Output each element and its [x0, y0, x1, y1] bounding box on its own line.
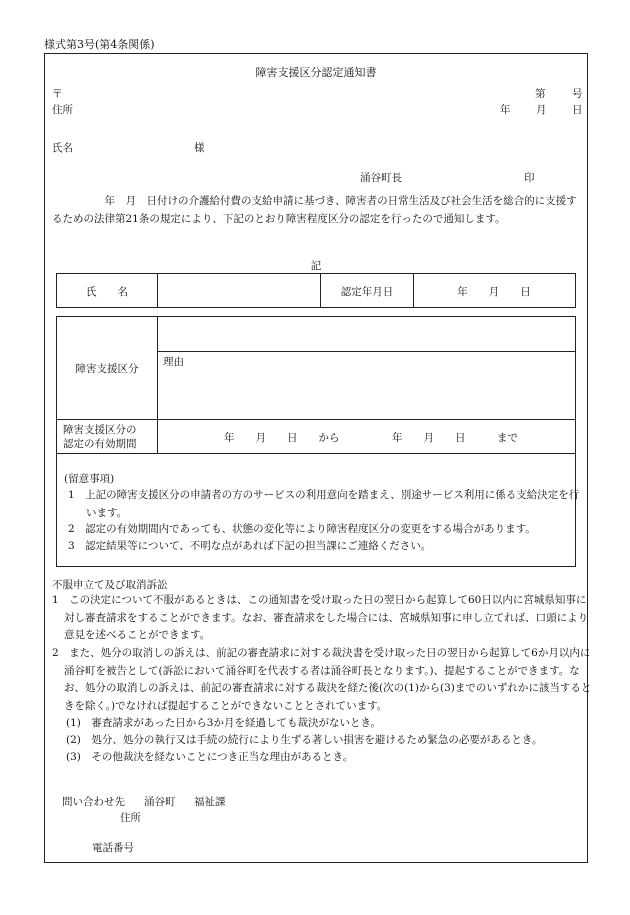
appeal-paragraph-2: 2 また、処分の取消しの訴えは、前記の審査請求に対する裁決書を受け取った日の翌日から起算して6か月以内に涌谷町を被告として(訴訟において涌谷町を代表する者は涌谷町長となります。)、提起することができます。なお、処分の取消しの訴えは、前記の審査請求に対する裁決を経た後(次の(1)から(3)までのいずれかに該当するときを除く。)でなければ提起することができないこととされています。	[52, 647, 592, 712]
ki-mark: 記	[310, 260, 322, 272]
contact-label: 問い合わせ先	[62, 796, 125, 808]
issue-date-day: 日	[572, 104, 583, 116]
contact-address-label: 住所	[120, 812, 141, 824]
seal-mark: 印	[524, 172, 535, 184]
doc-number-dai: 第	[535, 88, 546, 100]
reason-label: 理由	[163, 356, 184, 368]
doc-number-go: 号	[572, 88, 583, 100]
appeal-sub-item-1: (1) 審査請求があった日から3か月を経過しても裁決がないとき。	[66, 717, 382, 729]
cert-date-value: 年 月 日	[457, 286, 531, 298]
honorific: 様	[194, 142, 205, 154]
contact-department: 福祉課	[194, 796, 226, 808]
address-label: 住所	[52, 104, 73, 116]
note-item-2: 2 認定の有効期間内であっても、状態の変化等により障害程度区分の変更をする場合があります。	[68, 523, 536, 535]
appeal-paragraph-1: 1 この決定について不服があるときは、この通知書を受け取った日の翌日から起算して60日以内に宮城県知事に対し審査請求をすることができます。なお、審査請求をした場合には、宮城県知事に申し立てれば、口頭により意見を述べることができます。	[52, 594, 589, 641]
validity-period-value: 年 月 日 から 年 月 日 まで	[224, 432, 518, 444]
issue-date-month: 月	[536, 104, 547, 116]
issue-date-year: 年	[500, 104, 511, 116]
appeal-sub-item-3: (3) その他裁決を経ないことにつき正当な理由があるとき。	[66, 751, 354, 763]
name-header: 氏 名	[86, 286, 128, 298]
document-title: 障害支援区分認定通知書	[255, 66, 377, 79]
note-item-3: 3 認定結果等について、不明な点があれば下記の担当課にご連絡ください。	[68, 540, 432, 552]
support-category-label: 障害支援区分	[75, 363, 139, 375]
cert-date-header: 認定年月日	[340, 286, 394, 298]
appeal-heading: 不服申立て及び取消訴訟	[52, 579, 168, 591]
contact-town: 涌谷町	[144, 796, 176, 808]
recipient-name-label: 氏名	[52, 142, 73, 154]
notes-heading: (留意事項)	[64, 473, 115, 485]
issuer: 涌谷町長	[360, 172, 402, 184]
notice-body: 年 月 日付けの介護給付費の支給申請に基づき、障害者の日常生活及び社会生活を総合的に支援するための法律第21条の規定により、下記のとおり障害程度区分の認定を行ったので通知します。	[52, 195, 577, 225]
validity-label-line1: 障害支援区分の	[63, 424, 137, 436]
postal-mark: 〒	[52, 88, 63, 100]
form-number: 様式第3号(第4条関係)	[44, 38, 155, 51]
validity-label-line2: 認定の有効期間	[63, 438, 137, 450]
contact-phone-label: 電話番号	[92, 842, 134, 854]
note-item-1: 1 上記の障害支援区分の申請者の方のサービスの利用意向を踏まえ、別途サービス利用に係る支給決定を行います。	[68, 489, 580, 519]
appeal-sub-item-2: (2) 処分、処分の執行又は手続の続行により生ずる著しい損害を避けるため緊急の必要があるとき。	[66, 734, 543, 746]
